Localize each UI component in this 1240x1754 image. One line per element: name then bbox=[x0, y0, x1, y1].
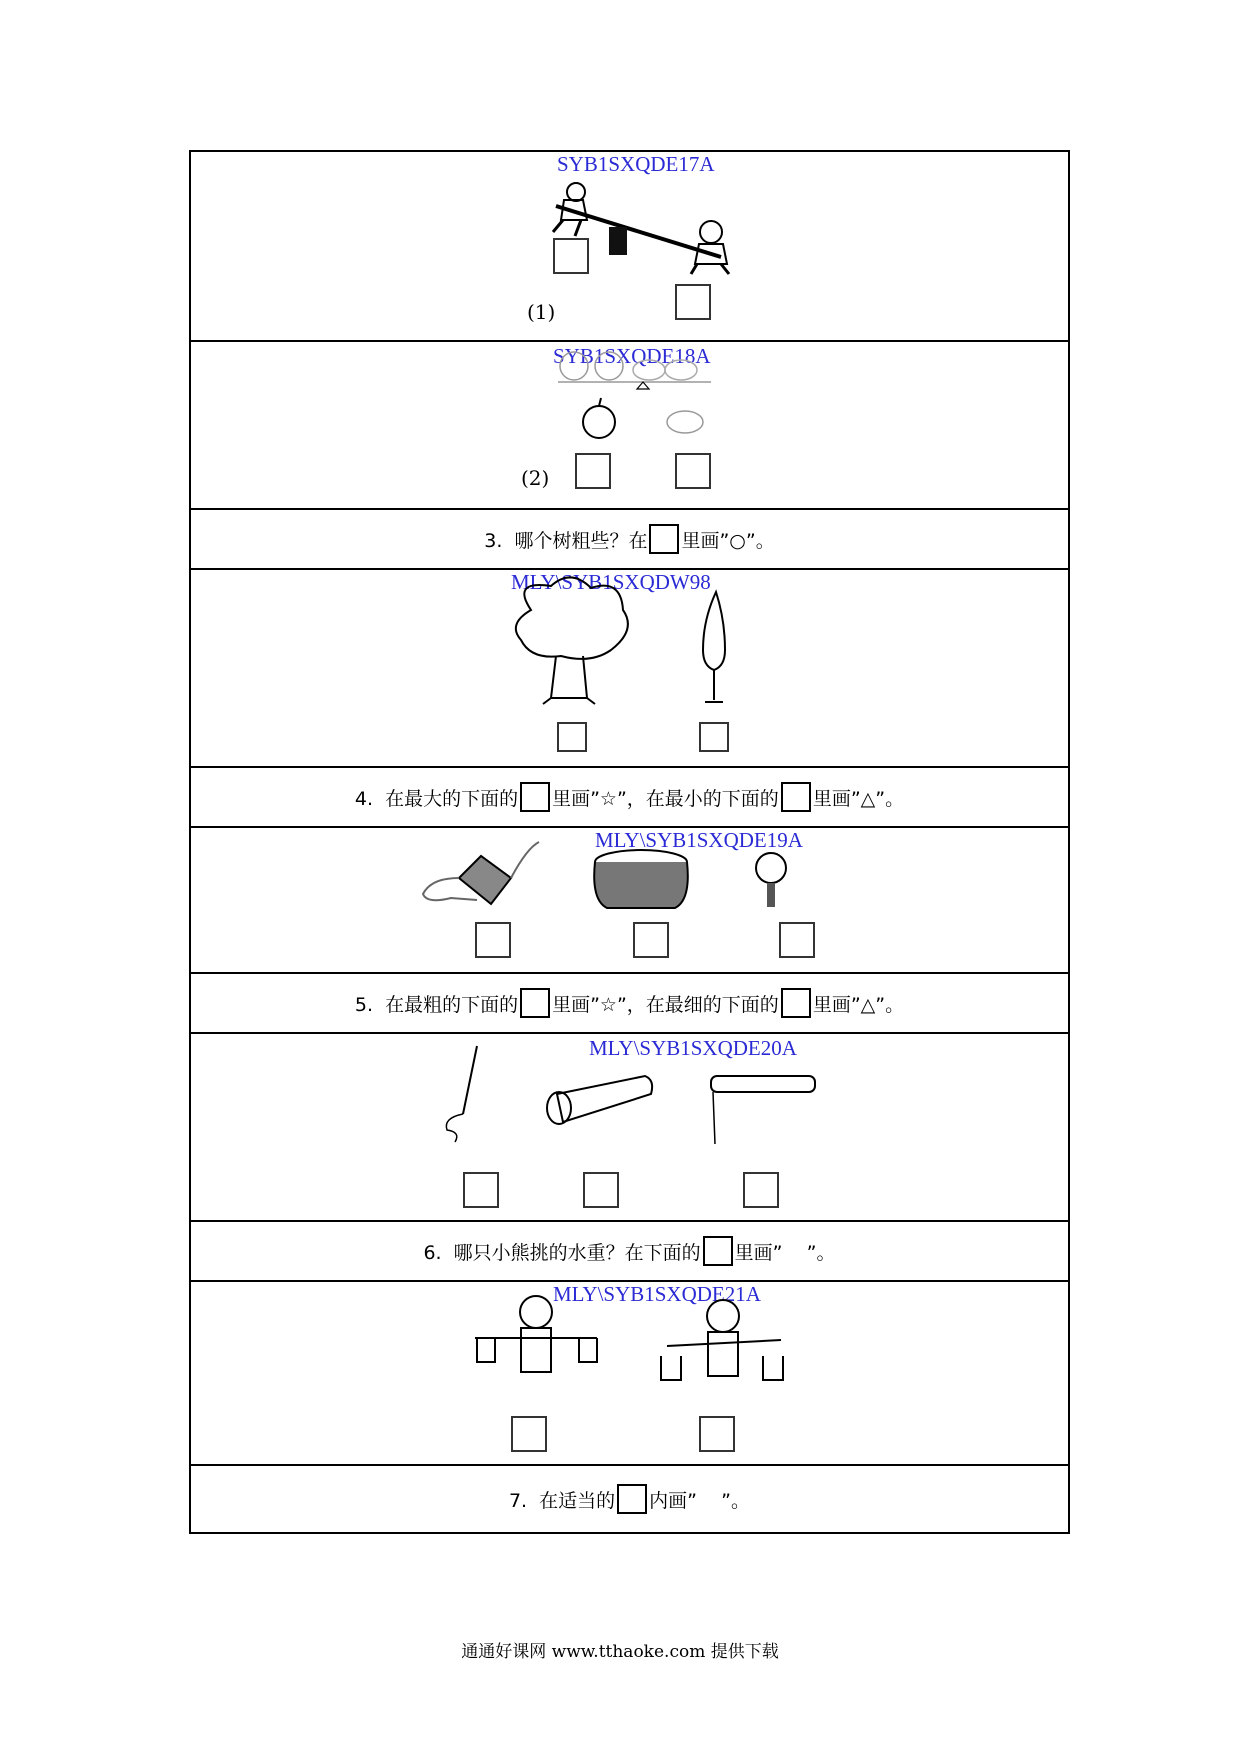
seesaw-illustration bbox=[191, 152, 1072, 342]
q6-text-before: 6. 哪只小熊挑的水重？在下面的 bbox=[423, 1241, 701, 1264]
q3-text-after: 里画”○”。 bbox=[681, 529, 775, 552]
q5-answer-box-brush[interactable] bbox=[463, 1172, 499, 1208]
q6-picture-row bbox=[191, 1282, 1068, 1466]
q4-picture-row bbox=[191, 828, 1068, 974]
q6-inline-box bbox=[703, 1236, 733, 1266]
q3-text-before: 3. 哪个树粗些？在 bbox=[484, 529, 648, 552]
q5-picture-row bbox=[191, 1034, 1068, 1222]
q3-answer-box-thick-tree[interactable] bbox=[557, 722, 587, 752]
q5-answer-box-log[interactable] bbox=[583, 1172, 619, 1208]
balance-illustration bbox=[191, 342, 1072, 510]
q5-inline-box-2 bbox=[781, 988, 811, 1018]
drums-illustration bbox=[191, 828, 1072, 974]
q5-inline-box-1 bbox=[520, 988, 550, 1018]
q1-answer-box-left[interactable] bbox=[553, 238, 589, 274]
q2-watermark: SYB1SXQDE18A bbox=[553, 344, 711, 368]
q6-question-row bbox=[191, 1222, 1068, 1282]
bears-illustration bbox=[191, 1282, 1072, 1466]
q7-question-text bbox=[191, 1466, 1068, 1532]
q4-question-text bbox=[191, 768, 1068, 826]
q4-answer-box-right[interactable] bbox=[779, 922, 815, 958]
q3-picture-row bbox=[191, 570, 1068, 768]
q6-watermark: MLY\SYB1SXQDE21A bbox=[553, 1282, 761, 1306]
q4-answer-box-left[interactable] bbox=[475, 922, 511, 958]
q3-question-text bbox=[191, 510, 1068, 568]
q2-answer-box-right[interactable] bbox=[675, 453, 711, 489]
q4-text-after: 里画”△”。 bbox=[812, 787, 905, 810]
q5-answer-box-flute[interactable] bbox=[743, 1172, 779, 1208]
q4-watermark: MLY\SYB1SXQDE19A bbox=[595, 828, 803, 852]
q4-question-row bbox=[191, 768, 1068, 828]
q5-text-before: 5. 在最粗的下面的 bbox=[354, 993, 519, 1016]
q7-text-before: 7. 在适当的 bbox=[508, 1489, 616, 1512]
q6-text-after: 里画” ”。 bbox=[734, 1241, 836, 1264]
q5-watermark: MLY\SYB1SXQDE20A bbox=[589, 1036, 797, 1060]
trees-illustration bbox=[191, 570, 1072, 768]
q4-inline-box-2 bbox=[781, 782, 811, 812]
q1-watermark: SYB1SXQDE17A bbox=[557, 152, 715, 176]
q1-answer-box-right[interactable] bbox=[675, 284, 711, 320]
q5-question-row bbox=[191, 974, 1068, 1034]
q2-answer-box-left[interactable] bbox=[575, 453, 611, 489]
q4-inline-box-1 bbox=[520, 782, 550, 812]
q2-picture-row bbox=[191, 342, 1068, 510]
objects-illustration bbox=[191, 1034, 1072, 1222]
q6-question-text bbox=[191, 1222, 1068, 1280]
q7-question-row bbox=[191, 1466, 1068, 1532]
q1-picture-row bbox=[191, 152, 1068, 342]
q1-label: (1) bbox=[527, 300, 556, 324]
q3-answer-box-thin-tree[interactable] bbox=[699, 722, 729, 752]
q6-answer-box-left[interactable] bbox=[511, 1416, 547, 1452]
worksheet-table bbox=[189, 150, 1070, 1534]
q7-inline-box bbox=[617, 1484, 647, 1514]
q4-answer-box-middle[interactable] bbox=[633, 922, 669, 958]
q6-answer-box-right[interactable] bbox=[699, 1416, 735, 1452]
q4-text-middle: 里画”☆”，在最小的下面的 bbox=[552, 787, 779, 810]
footer-credit: 通通好课网 www.tthaoke.com 提供下载 bbox=[461, 1642, 779, 1662]
q3-question-row bbox=[191, 510, 1068, 570]
q2-label: (2) bbox=[521, 466, 550, 490]
q4-text-before: 4. 在最大的下面的 bbox=[354, 787, 519, 810]
q5-text-middle: 里画”☆”，在最细的下面的 bbox=[552, 993, 779, 1016]
q5-text-after: 里画”△”。 bbox=[812, 993, 905, 1016]
q3-watermark: MLY\SYB1SXQDW98 bbox=[511, 570, 711, 594]
q7-text-after: 内画” ”。 bbox=[649, 1489, 751, 1512]
q5-question-text bbox=[191, 974, 1068, 1032]
q3-inline-box bbox=[649, 524, 679, 554]
